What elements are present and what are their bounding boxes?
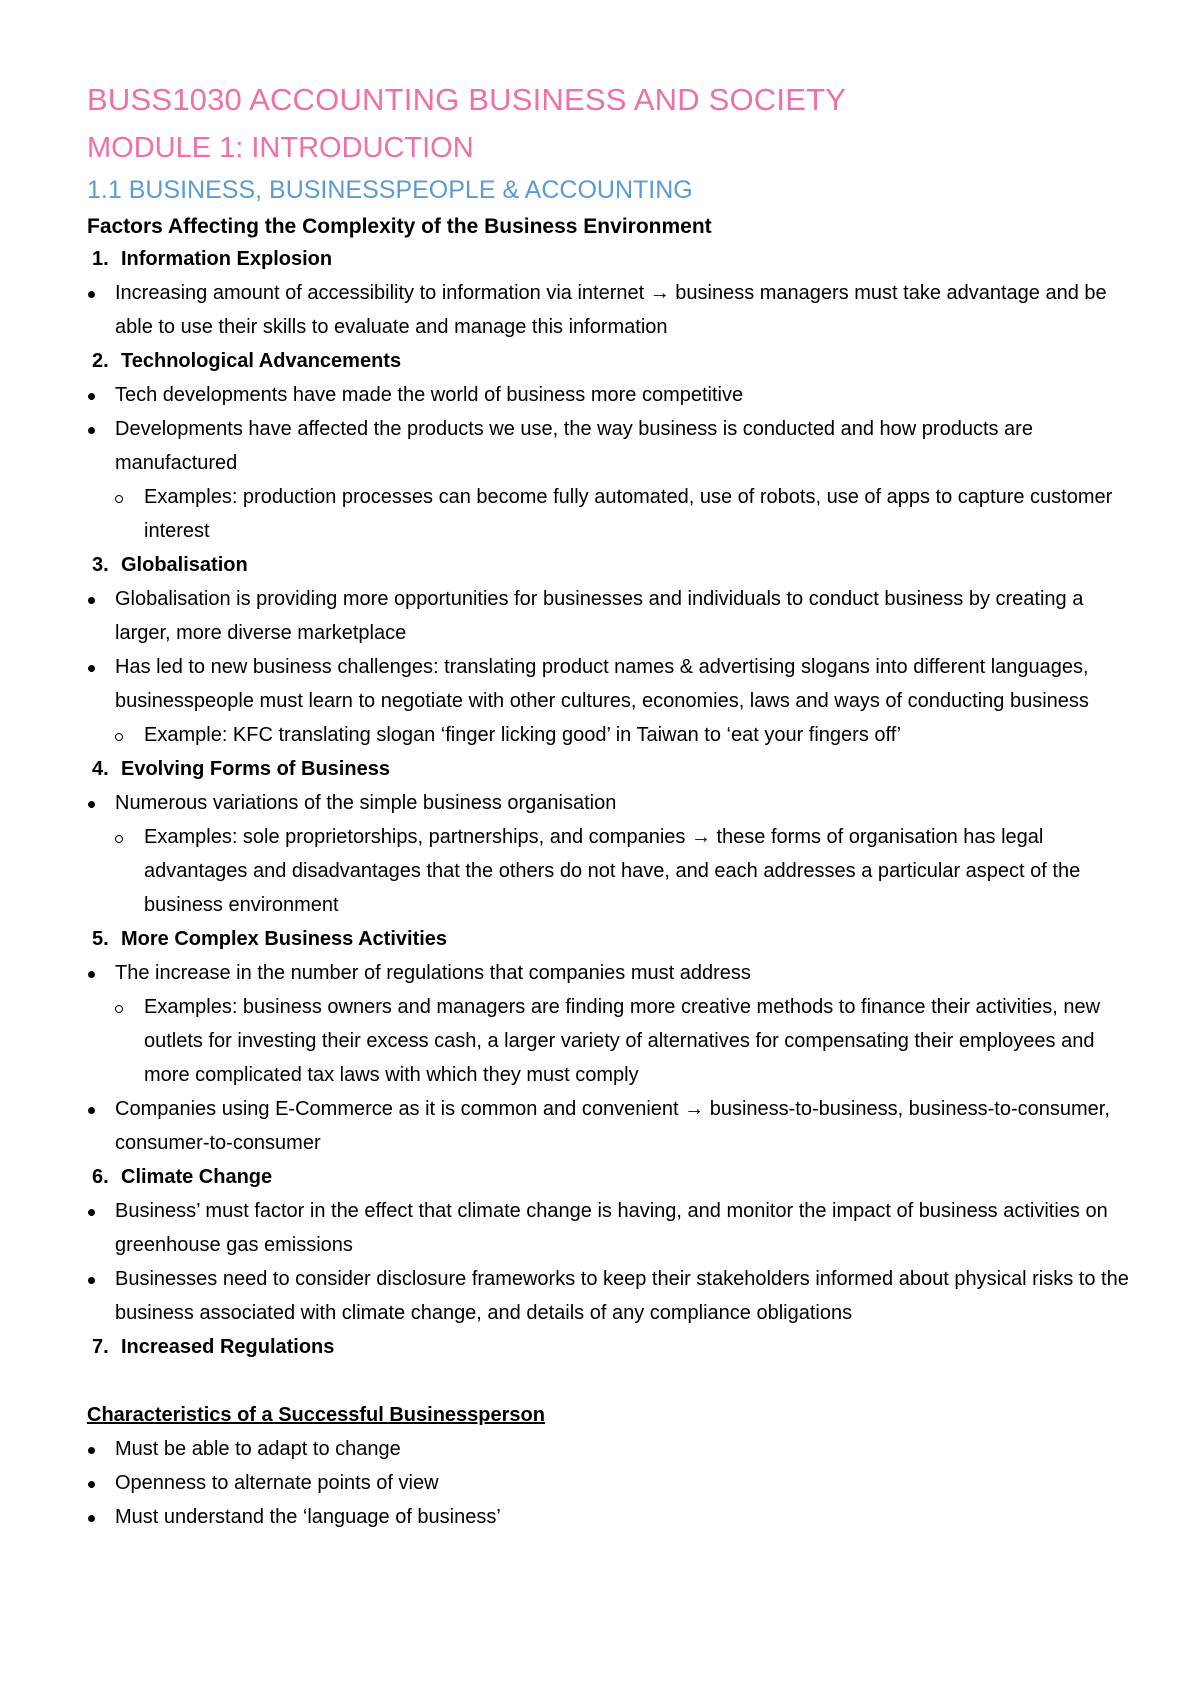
list-item-text: Tech developments have made the world of business more competitive (115, 384, 744, 406)
bullet-icon (87, 650, 115, 718)
list-item-text: Must be able to adapt to change (115, 1438, 401, 1460)
factor-title: Evolving Forms of Business (121, 758, 390, 780)
list-item (87, 786, 1140, 820)
factor-title: Climate Change (121, 1166, 273, 1188)
bullet-icon (87, 378, 115, 412)
hollow-bullet-icon (115, 990, 144, 1092)
list-item (87, 1194, 1140, 1262)
factor-heading (92, 548, 1140, 582)
module-heading: MODULE 1: INTRODUCTION (87, 132, 474, 164)
list-item-text: The increase in the number of regulations that companies must address (115, 962, 751, 984)
list-item (87, 378, 1140, 412)
factors-heading: Factors Affecting the Complexity of the Business Environment (87, 215, 712, 238)
blank-line (87, 1364, 1140, 1398)
bullet-icon (87, 786, 115, 820)
bullet-icon (87, 1262, 115, 1330)
list-item-text: Business’ must factor in the effect that climate change is having, and monitor the impact of business activities on greenhouse gas emissions (115, 1200, 1108, 1256)
factor-title: Information Explosion (121, 248, 333, 270)
factor-heading (92, 1330, 1140, 1364)
bullet-icon (87, 1432, 115, 1466)
list-item (87, 412, 1140, 480)
factor-number: 2. (92, 350, 109, 372)
factor-number: 3. (92, 554, 109, 576)
factor-heading (92, 344, 1140, 378)
factor-title: Technological Advancements (121, 350, 402, 372)
document-title: BUSS1030 ACCOUNTING BUSINESS AND SOCIETY (87, 82, 847, 117)
list-item-text: Companies using E-Commerce as it is common and convenient → business-to-business, business-to-consumer, consumer-to-consumer (115, 1098, 1110, 1154)
bullet-icon (87, 412, 115, 480)
list-item (87, 1466, 1140, 1500)
factor-heading (92, 922, 1140, 956)
factor-heading (92, 1160, 1140, 1194)
factor-title: Globalisation (121, 554, 248, 576)
bullet-icon (87, 1194, 115, 1262)
factor-number: 5. (92, 928, 109, 950)
bullet-icon (87, 1092, 115, 1160)
list-item (87, 276, 1140, 344)
list-item-text: Increasing amount of accessibility to information via internet → business managers must take advantage and be able to use their skills to evaluate and manage this information (115, 282, 1107, 338)
bullet-icon (87, 276, 115, 344)
list-item-text: Has led to new business challenges: translating product names & advertising slogans into different languages, businesspeople must learn to negotiate with other cultures, economies, laws and ways of conducting business (115, 656, 1089, 712)
sub-list-item (115, 990, 1140, 1092)
factor-title: Increased Regulations (121, 1336, 335, 1358)
bullet-icon (87, 582, 115, 650)
list-item-text: Businesses need to consider disclosure frameworks to keep their stakeholders informed about physical risks to the business associated with climate change, and details of any compliance obligations (115, 1268, 1129, 1324)
list-item (87, 1262, 1140, 1330)
section-heading: 1.1 BUSINESS, BUSINESSPEOPLE & ACCOUNTING (87, 176, 693, 204)
list-item (87, 1092, 1140, 1160)
list-item (87, 650, 1140, 718)
sub-list-item (115, 718, 1140, 752)
factor-number: 7. (92, 1336, 109, 1358)
factor-number: 6. (92, 1166, 109, 1188)
hollow-bullet-icon (115, 480, 144, 548)
list-item-text: Developments have affected the products we use, the way business is conducted and how products are manufactured (115, 418, 1033, 474)
list-item (87, 582, 1140, 650)
sub-list-item-text: Examples: production processes can become fully automated, use of robots, use of apps to capture customer interest (144, 486, 1113, 542)
list-item-text: Globalisation is providing more opportunities for businesses and individuals to conduct business by creating a larger, more diverse marketplace (115, 588, 1084, 644)
hollow-bullet-icon (115, 820, 144, 922)
factor-title: More Complex Business Activities (121, 928, 448, 950)
list-item-text: Numerous variations of the simple business organisation (115, 792, 617, 814)
characteristics-heading: Characteristics of a Successful Businessperson (87, 1404, 545, 1426)
sub-list-item (115, 480, 1140, 548)
sub-list-item (115, 820, 1140, 922)
list-item-text: Must understand the ‘language of business’ (115, 1506, 501, 1528)
factor-heading (92, 752, 1140, 786)
list-item (87, 1500, 1140, 1534)
sub-list-item-text: Example: KFC translating slogan ‘finger licking good’ in Taiwan to ‘eat your fingers off’ (144, 724, 902, 746)
sub-list-item-text: Examples: sole proprietorships, partnerships, and companies → these forms of organisation has legal advantages and disadvantages that the others do not have, and each addresses a particular aspect of the business environment (144, 826, 1081, 916)
list-item (87, 1432, 1140, 1466)
bullet-icon (87, 1500, 115, 1534)
bullet-icon (87, 1466, 115, 1500)
list-item-text: Openness to alternate points of view (115, 1472, 439, 1494)
list-item (87, 956, 1140, 990)
sub-list-item-text: Examples: business owners and managers are finding more creative methods to finance their activities, new outlets for investing their excess cash, a larger variety of alternatives for compensating their employees and more complicated tax laws with which they must comply (144, 996, 1101, 1086)
factor-heading (92, 242, 1140, 276)
factor-number: 4. (92, 758, 109, 780)
hollow-bullet-icon (115, 718, 144, 752)
factor-number: 1. (92, 248, 109, 270)
bullet-icon (87, 956, 115, 990)
